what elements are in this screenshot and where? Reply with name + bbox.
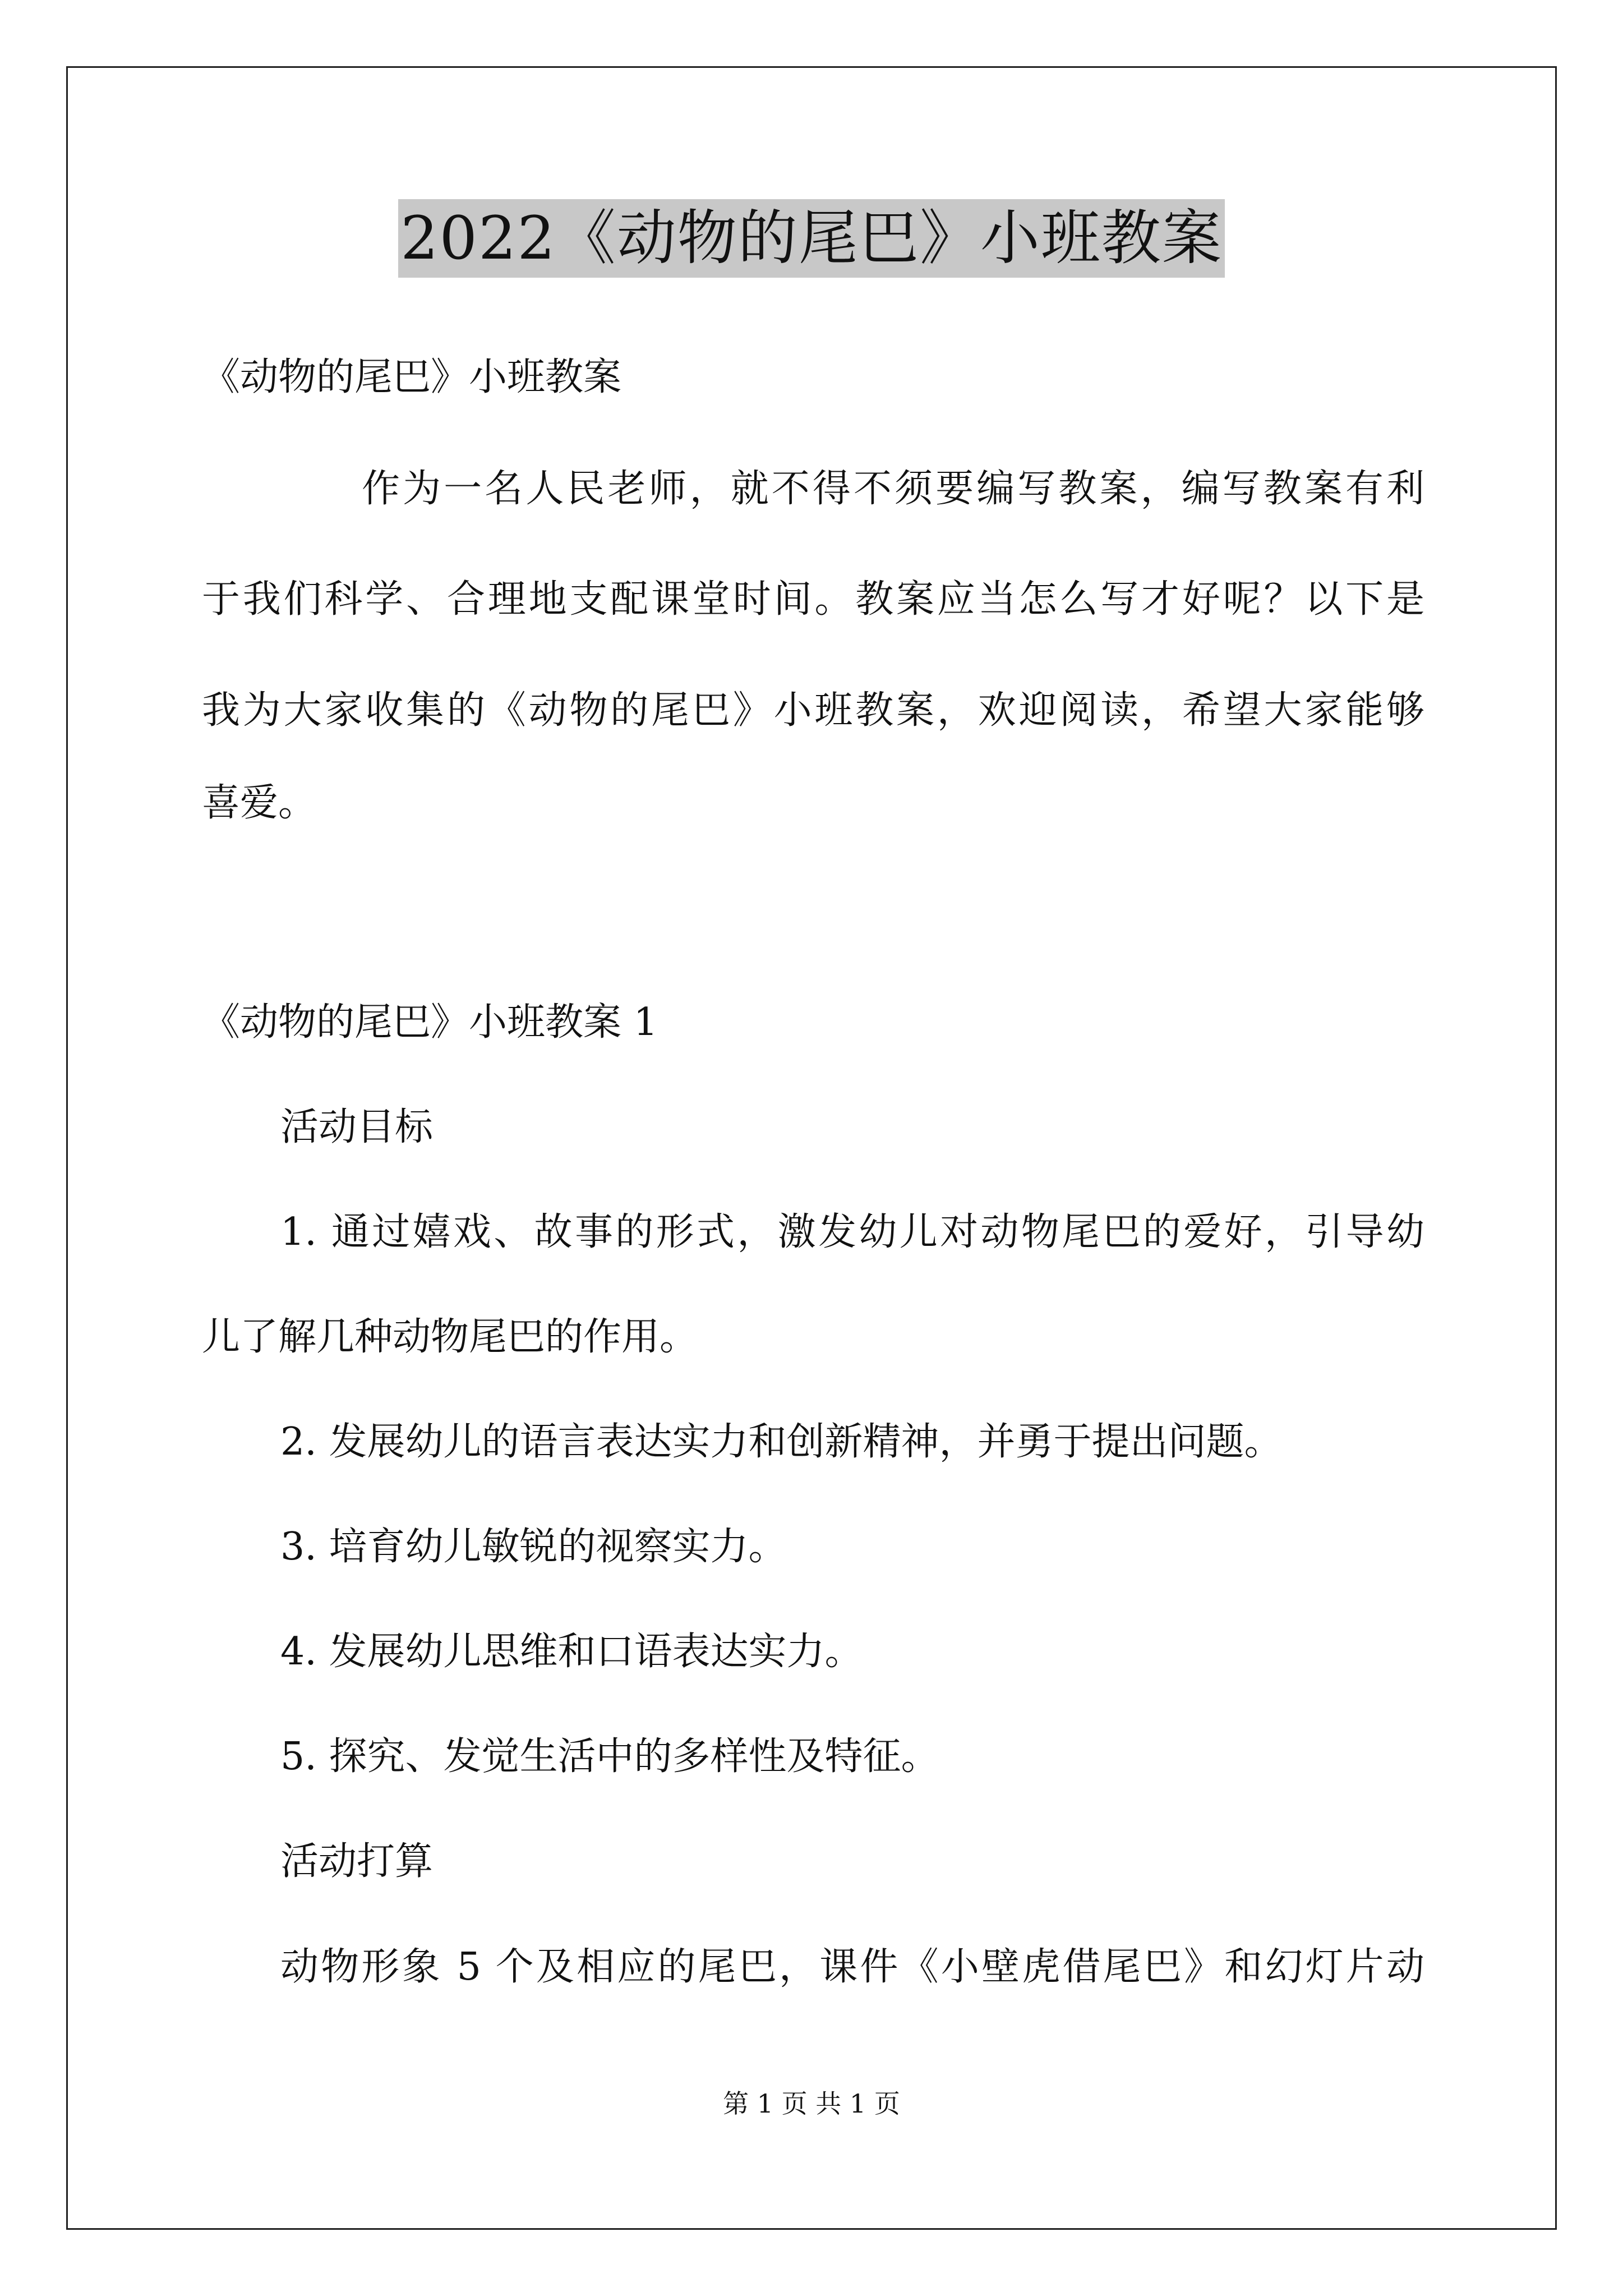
prep-line: 动物形象 5 个及相应的尾巴，课件《小壁虎借尾巴》和幻灯片动 [280, 1945, 1424, 1989]
goals-heading: 活动目标 [280, 1105, 434, 1149]
title-wrap [0, 199, 1623, 278]
goal-line-2: 儿了解几种动物尾巴的作用。 [202, 1315, 698, 1359]
page-footer: 第 1 页 共 1 页 [723, 2088, 900, 2119]
intro-line-1: 作为一名人民老师，就不得不须要编写教案，编写教案有利 [362, 467, 1424, 511]
intro-line-2: 于我们科学、合理地支配课堂时间。教案应当怎么写才好呢？以下是 [202, 577, 1424, 622]
subtitle: 《动物的尾巴》小班教案 [202, 355, 622, 399]
goal-line-4: 3. 培育幼儿敏锐的视察实力。 [280, 1525, 787, 1569]
intro-line-3: 我为大家收集的《动物的尾巴》小班教案，欢迎阅读，希望大家能够 [202, 688, 1424, 733]
intro-line-4: 喜爱。 [202, 781, 317, 825]
goal-line-6: 5. 探究、发觉生活中的多样性及特征。 [280, 1734, 939, 1779]
goal-line-5: 4. 发展幼儿思维和口语表达实力。 [280, 1630, 863, 1674]
document-title: 2022《动物的尾巴》小班教案 [398, 199, 1225, 278]
prep-heading: 活动打算 [280, 1839, 434, 1884]
goal-line-3: 2. 发展幼儿的语言表达实力和创新精神，并勇于提出问题。 [280, 1420, 1283, 1464]
goal-line-1: 1. 通过嬉戏、故事的形式，激发幼儿对动物尾巴的爱好，引导幼 [280, 1210, 1424, 1254]
section-title: 《动物的尾巴》小班教案 1 [202, 1000, 658, 1045]
